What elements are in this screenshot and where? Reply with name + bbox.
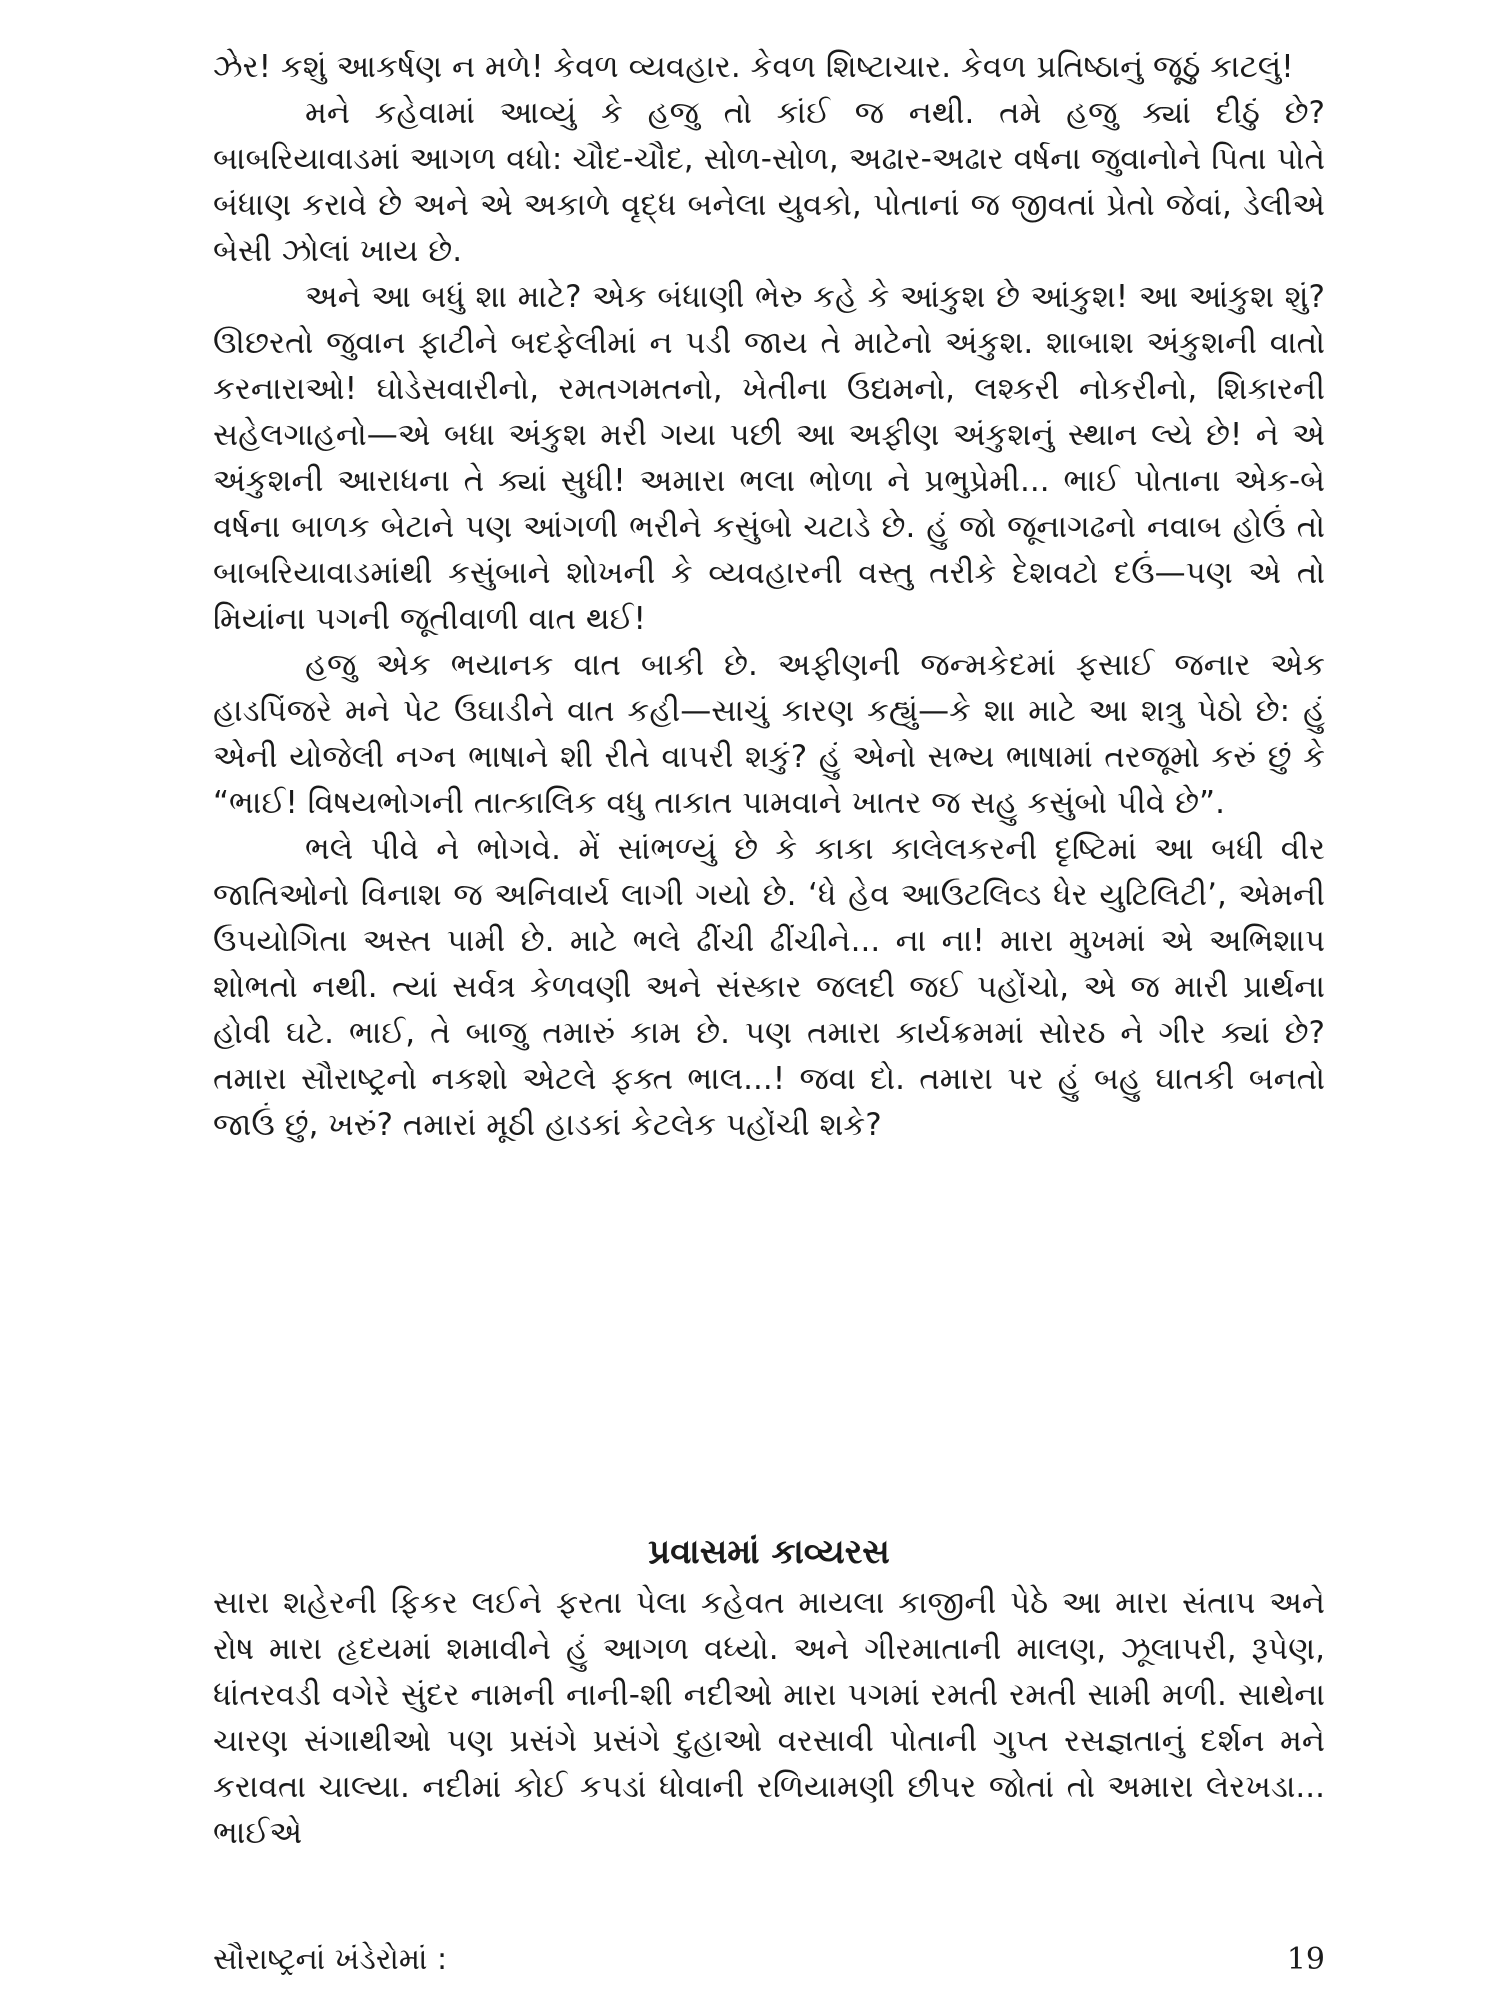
paragraph: અને આ બધું શા માટે? એક બંધાણી ભેરુ કહે કે આંકુશ છે આંકુશ! આ આંકુશ શું? ઊછરતો જુવાન ફાટીને બદફેલીમાં ન પડી જાય તે માટેનો અંકુશ. શાબાશ અંકુશની વાતો કરનારાઓ! ઘોડેસવારીનો, રમતગમતનો, ખેતીના ઉદ્યમનો, લશ્કરી નોકરીનો, શિકારની સહેલગાહનો—એ બધા અંકુશ મરી ગયા પછી આ અફીણ અંકુશનું સ્થાન લ્યે છે! ને એ અંકુશની આરાધના તે ક્યાં સુધી! અમારા ભલા ભોળા ને પ્રભુપ્રેમી... ભાઈ પોતાના એક-બે વર્ષના બાળક બેટાને પણ આંગળી ભરીને કસુંબો ચટાડે છે. હું જો જૂનાગઢનો નવાબ હોઉં તો બાબરિયાવાડમાંથી કસુંબાને શોખની કે વ્યવહારની વસ્તુ તરીકે દેશવટો દઉં—પણ એ તો મિયાંના પગની જૂતીવાળી વાત થઈ! xyxy=(213,279,1325,637)
body-text-bottom xyxy=(213,1580,1325,1856)
section-heading: પ્રવાસમાં કાવ્યરસ xyxy=(648,1532,890,1572)
page-number: 19 xyxy=(1286,1942,1325,1977)
body-text-top xyxy=(213,44,1325,1148)
running-title: સૌરાષ્ટ્રનાં ખંડેરોમાં : xyxy=(213,1942,448,1977)
paragraph: ભલે પીવે ને ભોગવે. મેં સાંભળ્યું છે કે કાકા કાલેલકરની દૃષ્ટિમાં આ બધી વીર જાતિઓનો વિનાશ જ અનિવાર્ય લાગી ગયો છે. ‘ધે હેવ આઉટલિવ્ડ ધેર યુટિલિટી’, એમની ઉપયોગિતા અસ્ત પામી છે. માટે ભલે ઢીંચી ઢીંચીને... ના ના! મારા મુખમાં એ અભિશાપ શોભતો નથી. ત્યાં સર્વત્ર કેળવણી અને સંસ્કાર જલદી જઈ પહોંચો, એ જ મારી પ્રાર્થના હોવી ઘટે. ભાઈ, તે બાજુ તમારું કામ છે. પણ તમારા કાર્યક્રમમાં સોરઠ ને ગીર ક્યાં છે? તમારા સૌરાષ્ટ્રનો નકશો એટલે ફક્ત ભાલ...! જવા દો. તમારા પર હું બહુ ઘાતકી બનતો જાઉં છું, ખરું? તમારાં મૂઠી હાડકાં કેટલેક પહોંચી શકે? xyxy=(213,831,1325,1143)
paragraph: હજુ એક ભયાનક વાત બાકી છે. અફીણની જન્મકેદમાં ફસાઈ જનાર એક હાડપિંજરે મને પેટ ઉઘાડીને વાત કહી—સાચું કારણ કહ્યું—કે શા માટે આ શત્રુ પેઠો છે: હું એની યોજેલી નગ્ન ભાષાને શી રીતે વાપરી શકું? હું એનો સભ્ય ભાષામાં તરજૂમો કરું છું કે “ભાઈ! વિષયભોગની તાત્કાલિક વધુ તાકાત પામવાને ખાતર જ સહુ કસુંબો પીવે છે”. xyxy=(213,647,1325,821)
paragraph: ઝેર! કશું આકર્ષણ ન મળે! કેવળ વ્યવહાર. કેવળ શિષ્ટાચાર. કેવળ પ્રતિષ્ઠાનું જૂઠું કાટલું! xyxy=(213,49,1294,85)
paragraph: મને કહેવામાં આવ્યું કે હજુ તો કાંઈ જ નથી. તમે હજુ ક્યાં દીઠું છે? બાબરિયાવાડમાં આગળ વધો: ચૌદ-ચૌદ, સોળ-સોળ, અઢાર-અઢાર વર્ષના જુવાનોને પિતા પોતે બંધાણ કરાવે છે અને એ અકાળે વૃદ્ધ બનેલા યુવકો, પોતાનાં જ જીવતાં પ્રેતો જેવાં, ડેલીએ બેસી ઝોલાં ખાય છે. xyxy=(213,95,1325,269)
paragraph: સારા શહેરની ફિકર લઈને ફરતા પેલા કહેવત માયલા કાજીની પેઠે આ મારા સંતાપ અને રોષ મારા હૃદયમાં શમાવીને હું આગળ વધ્યો. અને ગીરમાતાની માલણ, ઝૂલાપરી, રૂપેણ, ધાંતરવડી વગેરે સુંદર નામની નાની-શી નદીઓ મારા પગમાં રમતી રમતી સામી મળી. સાથેના ચારણ સંગાથીઓ પણ પ્રસંગે પ્રસંગે દુહાઓ વરસાવી પોતાની ગુપ્ત રસજ્ઞતાનું દર્શન મને કરાવતા ચાલ્યા. નદીમાં કોઈ કપડાં ધોવાની રળિયામણી છીપર જોતાં તો અમારા લેરખડા... ભાઈએ xyxy=(213,1585,1325,1851)
